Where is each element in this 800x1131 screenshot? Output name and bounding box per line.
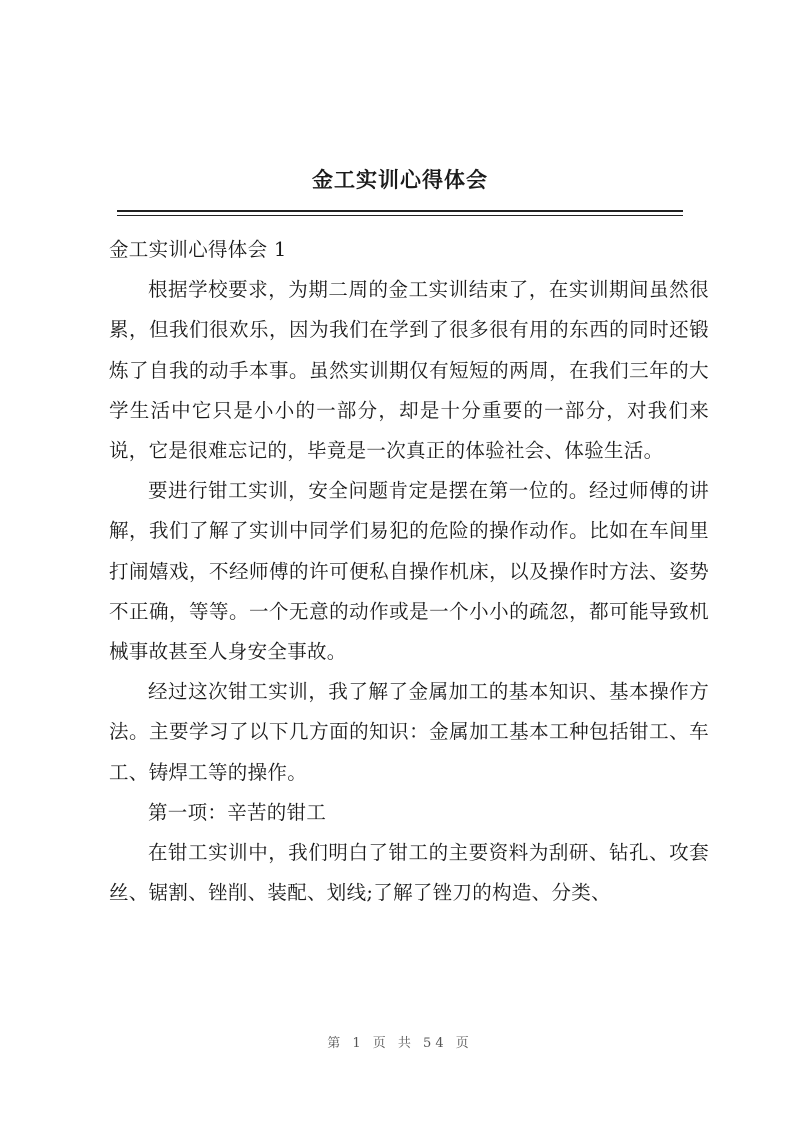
- section-heading: 金工实训心得体会 1: [109, 238, 287, 261]
- paragraph: 要进行钳工实训，安全问题肯定是摆在第一位的。经过师傅的讲解，我们了解了实训中同学们易犯的危险的操作动作。比如在车间里打闹嬉戏，不经师傅的许可便私自操作机床，以及操作时方法、姿势不正确，等等。一个无意的动作或是一个小小的疏忽，都可能导致机械事故甚至人身安全事故。: [109, 479, 709, 664]
- subsection-heading: 第一项：辛苦的钳工: [148, 800, 327, 824]
- document-title: 金工实训心得体会: [312, 167, 488, 192]
- paragraph: 根据学校要求，为期二周的金工实训结束了，在实训期间虽然很累，但我们很欢乐，因为我们在学到了很多很有用的东西的同时还锻炼了自我的动手本事。虽然实训期仅有短短的两周，在我们三年的大学生活中它只是小小的一部分，却是十分重要的一部分，对我们来说，它是很难忘记的，毕竟是一次真正的体验社会、体验生活。: [109, 278, 709, 463]
- page-number-footer: 第 1 页 共 54 页: [327, 1036, 473, 1051]
- document-body: [109, 230, 709, 913]
- title-divider-thin: [117, 215, 683, 216]
- paragraph: 在钳工实训中，我们明白了钳工的主要资料为刮研、钻孔、攻套丝、锯割、锉削、装配、划线;了解了锉刀的构造、分类、: [109, 841, 709, 905]
- paragraph: 经过这次钳工实训，我了解了金属加工的基本知识、基本操作方法。主要学习了以下几方面的知识：金属加工基本工种包括钳工、车工、铸焊工等的操作。: [109, 680, 709, 784]
- title-divider-thick: [117, 210, 683, 212]
